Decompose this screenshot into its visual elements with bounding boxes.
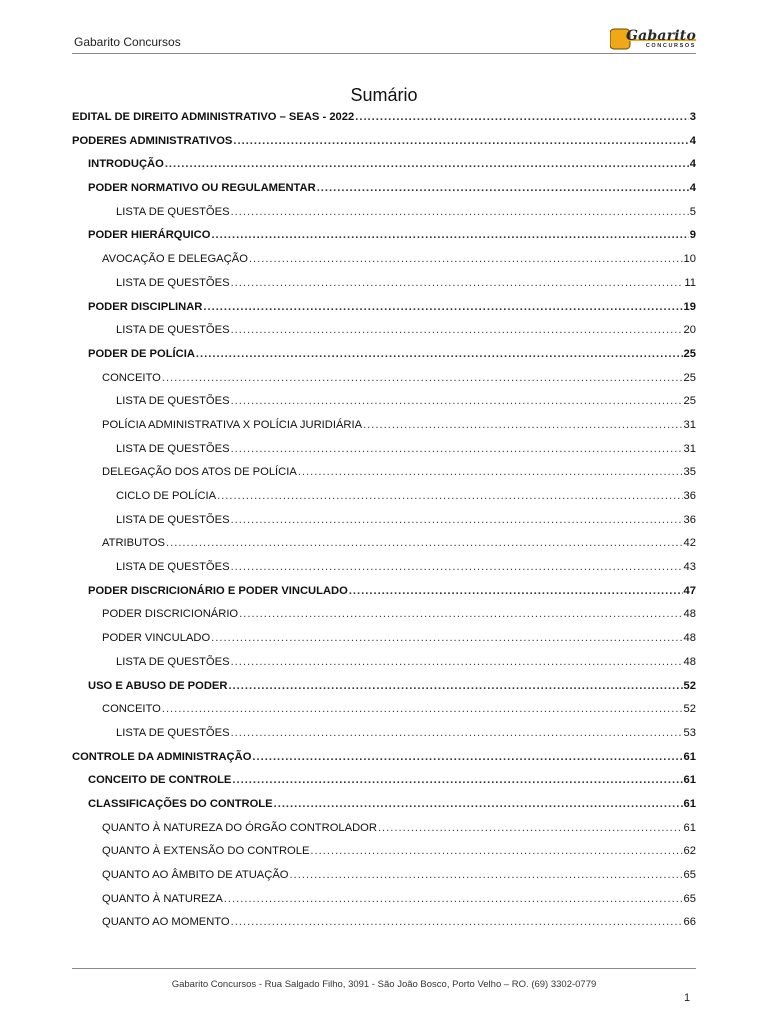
toc-entry[interactable] (72, 817, 696, 841)
toc-entry[interactable] (72, 319, 696, 343)
toc-dot-leader (231, 651, 683, 675)
toc-dot-leader (224, 888, 683, 912)
toc-entry[interactable] (72, 864, 696, 888)
toc-entry-title: PODER DISCRICIONÁRIO E PODER VINCULADO (88, 584, 348, 597)
toc-entry-title: LISTA DE QUESTÕES (116, 395, 230, 408)
toc-entry[interactable] (72, 532, 696, 556)
toc-dot-leader (378, 817, 683, 841)
toc-dot-leader (217, 485, 682, 509)
toc-entry-title: QUANTO AO MOMENTO (102, 916, 230, 929)
toc-entry[interactable] (72, 509, 696, 533)
toc-entry-page: 3 (689, 111, 696, 123)
toc-entry[interactable] (72, 580, 696, 604)
toc-dot-leader (162, 698, 683, 722)
footer-address: Gabarito Concursos - Rua Salgado Filho, 3091 - São João Bosco, Porto Velho – RO. (69) 3302-0779 (171, 979, 597, 990)
toc-entry[interactable] (72, 224, 696, 248)
toc-entry-page: 36 (683, 513, 696, 526)
toc-dot-leader (231, 390, 683, 414)
toc-entry[interactable] (72, 414, 696, 438)
toc-entry-title: ATRIBUTOS (102, 537, 165, 550)
toc-dot-leader (231, 438, 683, 462)
toc-entry-title: CONCEITO DE CONTROLE (88, 774, 232, 787)
toc-dot-leader (231, 201, 689, 225)
toc-entry-title: PODER DISCIPLINAR (88, 300, 203, 313)
toc-entry-title: POLÍCIA ADMINISTRATIVA X POLÍCIA JURIDIÁRIA (102, 418, 363, 431)
toc-entry[interactable] (72, 911, 696, 935)
toc-dot-leader (165, 153, 689, 177)
toc-entry[interactable] (72, 461, 696, 485)
toc-entry-title: AVOCAÇÃO E DELEGAÇÃO (102, 253, 248, 266)
toc-entry-title: CONCEITO (102, 703, 161, 716)
table-of-contents (72, 106, 696, 935)
toc-dot-leader (233, 130, 688, 154)
toc-entry-page: 65 (683, 869, 696, 881)
toc-entry-title: LISTA DE QUESTÕES (116, 561, 230, 574)
toc-dot-leader (166, 532, 683, 556)
toc-entry-title: LISTA DE QUESTÕES (116, 205, 230, 218)
toc-entry-page: 66 (683, 916, 696, 929)
toc-entry-page: 48 (683, 655, 696, 668)
toc-entry-page: 10 (683, 253, 696, 266)
toc-entry-page: 48 (683, 608, 696, 621)
toc-entry-page: 4 (689, 158, 696, 171)
toc-dot-leader (232, 769, 682, 793)
toc-entry-page: 65 (683, 892, 696, 905)
toc-entry-title: EDITAL DE DIREITO ADMINISTRATIVO – SEAS - 2022 (72, 111, 355, 123)
toc-entry-title: LISTA DE QUESTÕES (116, 726, 230, 739)
toc-entry-page: 61 (683, 750, 696, 763)
toc-entry-page: 25 (683, 395, 696, 408)
toc-dot-leader (203, 296, 682, 320)
toc-title: Sumário (350, 85, 418, 105)
toc-entry-page: 5 (689, 205, 696, 218)
toc-dot-leader (162, 367, 683, 391)
toc-entry-title: PODER HIERÁRQUICO (88, 229, 211, 242)
toc-entry-page: 20 (683, 324, 696, 337)
toc-entry[interactable] (72, 840, 696, 864)
toc-entry-title: QUANTO À NATUREZA DO ÓRGÃO CONTROLADOR (102, 821, 377, 834)
toc-entry-title: PODER NORMATIVO OU REGULAMENTAR (88, 182, 316, 195)
toc-entry[interactable] (72, 627, 696, 651)
toc-dot-leader (310, 840, 682, 864)
page-number: 1 (684, 992, 691, 1004)
toc-entry-page: 52 (683, 703, 696, 716)
toc-entry-page: 25 (683, 347, 696, 360)
toc-entry[interactable] (72, 390, 696, 414)
toc-entry[interactable] (72, 556, 696, 580)
toc-entry[interactable] (72, 272, 696, 296)
toc-entry-page: 48 (683, 632, 696, 645)
toc-entry-title: DELEGAÇÃO DOS ATOS DE POLÍCIA (102, 466, 297, 479)
toc-entry[interactable] (72, 201, 696, 225)
toc-dot-leader (231, 272, 684, 296)
toc-entry-page: 62 (683, 845, 696, 858)
toc-entry-title: QUANTO AO ÂMBITO DE ATUAÇÃO (102, 869, 289, 881)
toc-entry[interactable] (72, 343, 696, 367)
toc-entry[interactable] (72, 177, 696, 201)
toc-entry-title: USO E ABUSO DE PODER (88, 679, 228, 692)
toc-entry-page: 43 (683, 561, 696, 574)
toc-entry-title: QUANTO À EXTENSÃO DO CONTROLE (102, 845, 310, 858)
toc-dot-leader (196, 343, 683, 367)
toc-entry-page: 31 (683, 442, 696, 455)
footer-divider (72, 968, 696, 969)
toc-dot-leader (298, 461, 683, 485)
toc-entry[interactable] (72, 106, 696, 130)
toc-dot-leader (317, 177, 689, 201)
toc-entry-page: 53 (683, 726, 696, 739)
toc-entry[interactable] (72, 248, 696, 272)
toc-entry[interactable] (72, 722, 696, 746)
toc-dot-leader (228, 675, 682, 699)
toc-entry[interactable] (72, 296, 696, 320)
toc-entry[interactable] (72, 130, 696, 154)
toc-entry-page: 61 (683, 774, 696, 787)
toc-entry-title: PODERES ADMINISTRATIVOS (72, 134, 233, 147)
toc-dot-leader (231, 556, 683, 580)
logo-subtitle: CONCURSOS (645, 43, 696, 49)
toc-entry[interactable] (72, 769, 696, 793)
gabarito-logo (610, 27, 696, 51)
toc-entry[interactable] (72, 793, 696, 817)
toc-entry-title: PODER DISCRICIONÁRIO (102, 608, 239, 621)
toc-entry-title: LISTA DE QUESTÕES (116, 655, 230, 668)
toc-entry-title: LISTA DE QUESTÕES (116, 324, 230, 337)
toc-entry-page: 36 (683, 490, 696, 502)
logo-text (610, 27, 696, 51)
toc-entry-title: CONCEITO (102, 371, 161, 384)
toc-entry-page: 19 (683, 300, 696, 313)
toc-dot-leader (290, 864, 683, 888)
toc-entry-page: 4 (689, 182, 696, 195)
toc-entry-page: 11 (684, 276, 696, 289)
toc-dot-leader (231, 722, 683, 746)
toc-entry-page: 4 (689, 134, 696, 147)
toc-entry-title: INTRODUÇÃO (88, 158, 164, 171)
toc-entry-page: 52 (683, 679, 696, 692)
toc-entry[interactable] (72, 485, 696, 509)
toc-entry-title: PODER VINCULADO (102, 632, 211, 645)
toc-entry-title: CONTROLE DA ADMINISTRAÇÃO (72, 750, 252, 763)
toc-entry-page: 25 (683, 371, 696, 384)
toc-dot-leader (355, 106, 689, 130)
toc-entry-title: LISTA DE QUESTÕES (116, 276, 230, 289)
toc-entry-page: 35 (683, 466, 696, 479)
toc-dot-leader (274, 793, 683, 817)
toc-dot-leader (363, 414, 682, 438)
toc-dot-leader (211, 224, 688, 248)
toc-dot-leader (231, 319, 683, 343)
toc-dot-leader (231, 911, 683, 935)
toc-entry-page: 61 (683, 821, 696, 834)
toc-entry-page: 47 (683, 584, 696, 597)
toc-entry-page: 9 (689, 229, 696, 242)
toc-entry[interactable] (72, 603, 696, 627)
logo-word: Gabarito (626, 28, 696, 44)
toc-entry[interactable] (72, 153, 696, 177)
toc-entry-title: LISTA DE QUESTÕES (116, 442, 230, 455)
toc-entry-title: PODER DE POLÍCIA (88, 347, 195, 360)
toc-entry-page: 61 (683, 797, 696, 810)
toc-entry-page: 31 (683, 418, 696, 431)
toc-entry[interactable] (72, 888, 696, 912)
toc-entry-title: QUANTO À NATUREZA (102, 892, 223, 905)
toc-entry-title: CLASSIFICAÇÕES DO CONTROLE (88, 797, 273, 810)
toc-dot-leader (252, 746, 682, 770)
toc-entry-page: 42 (683, 537, 696, 550)
toc-dot-leader (239, 603, 682, 627)
toc-entry-title: CICLO DE POLÍCIA (116, 490, 217, 502)
toc-entry[interactable] (72, 675, 696, 699)
toc-dot-leader (249, 248, 683, 272)
header-title: Gabarito Concursos (74, 35, 181, 49)
toc-entry[interactable] (72, 746, 696, 770)
toc-dot-leader (231, 509, 683, 533)
toc-dot-leader (211, 627, 682, 651)
toc-entry[interactable] (72, 651, 696, 675)
toc-dot-leader (349, 580, 683, 604)
toc-entry[interactable] (72, 367, 696, 391)
toc-entry[interactable] (72, 698, 696, 722)
toc-entry[interactable] (72, 438, 696, 462)
page-header (72, 24, 696, 54)
toc-entry-title: LISTA DE QUESTÕES (116, 513, 230, 526)
